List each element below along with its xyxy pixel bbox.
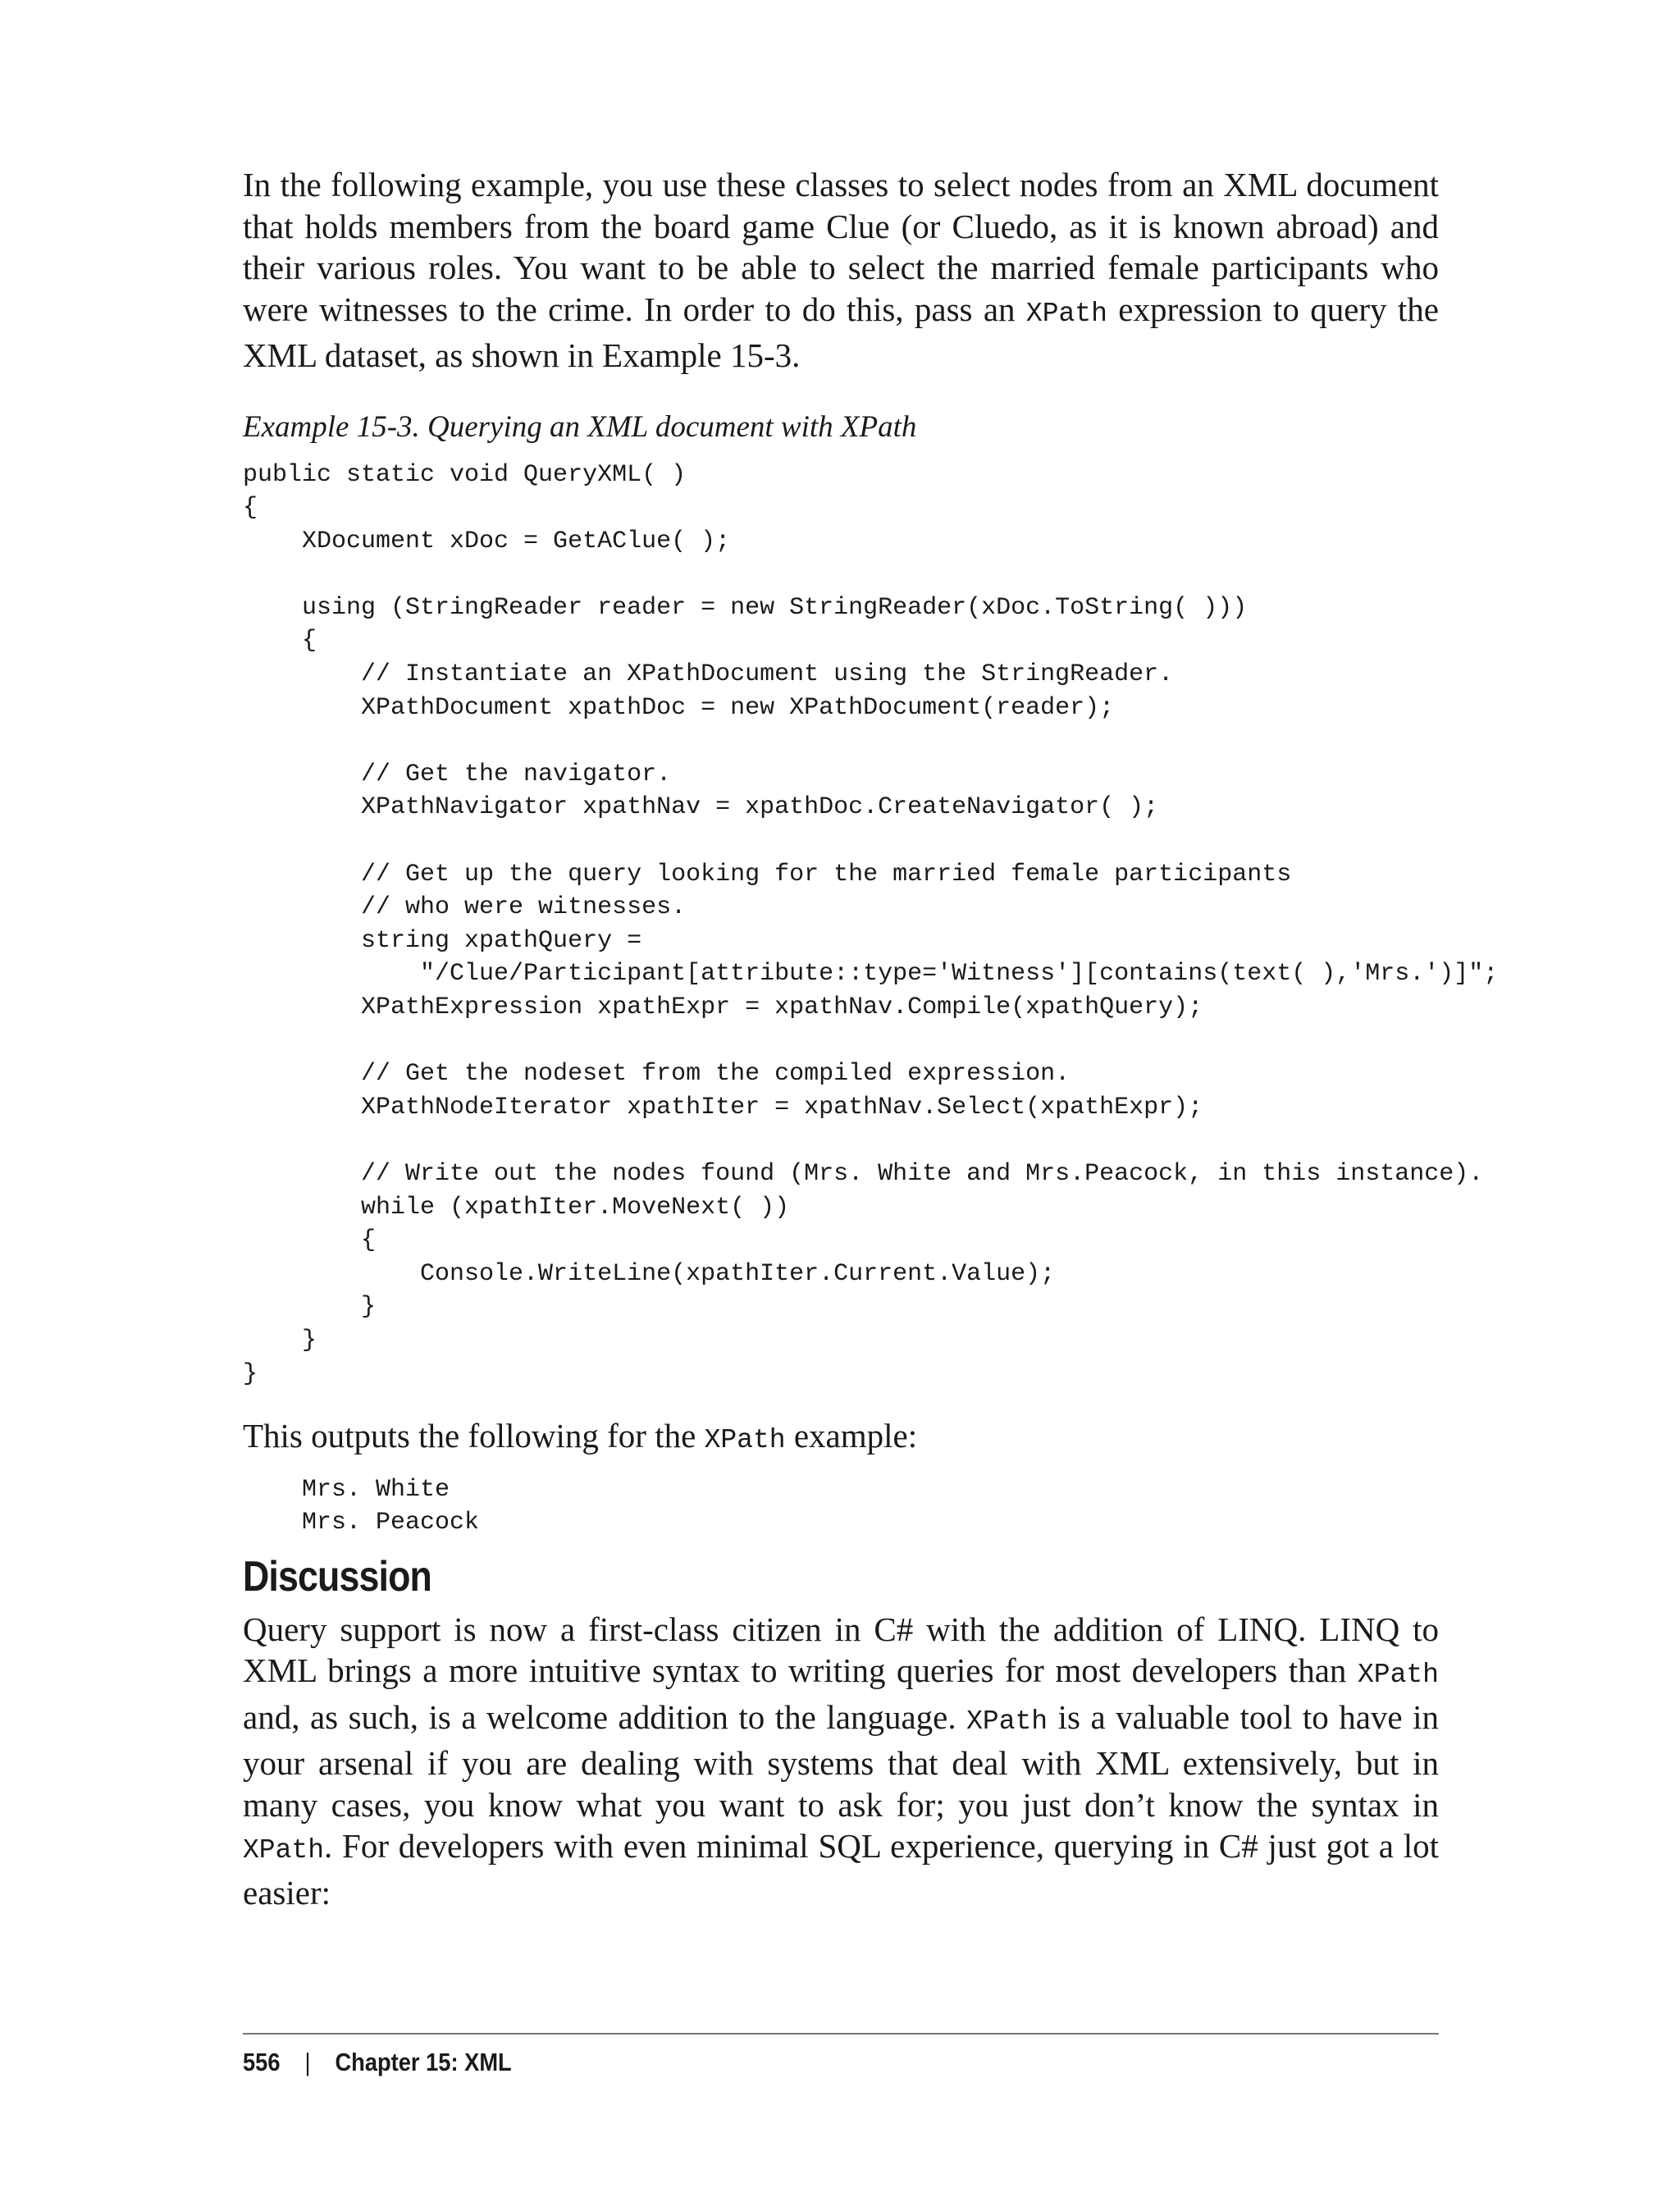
output-text-a: This outputs the following for the xyxy=(243,1417,705,1455)
example-code-block: public static void QueryXML( ) { XDocument xDoc = GetAClue( ); using (StringReader reader = new StringReader(xDoc.ToString( ))) { // Instantiate an XPathDocument using the StringReader. XPathDocument xpathDoc = new XPathDocument(reader); // Get the navigator. XPathNavigator xpathNav = xpathDoc.CreateNavigator( ); // Get up the query looking for the married female participants // who were witnesses. string xpathQuery = "/Clue/Participant[attribute::type='Witness'][contains(text( ),'Mrs.')]"; XPathExpression xpathExpr = xpathNav.Compile(xpathQuery); // Get the nodeset from the compiled expression. XPathNodeIterator xpathIter = xpathNav.Select(xpathExpr); // Write out the nodes found (Mrs. White and Mrs.Peacock, in this instance). while (xpathIter.MoveNext( )) { Console.WriteLine(xpathIter.Current.Value); } } } xyxy=(243,460,1499,1388)
chapter-title: Chapter 15: XML xyxy=(335,2048,512,2076)
output-intro-paragraph xyxy=(243,1415,1439,1462)
discussion-xpath-code-2: XPath xyxy=(966,1706,1048,1737)
output-code-block: Mrs. White Mrs. Peacock xyxy=(302,1475,480,1537)
intro-xpath-code: XPath xyxy=(1025,298,1107,329)
discussion-xpath-code-3: XPath xyxy=(243,1835,325,1866)
page-body xyxy=(243,164,1499,1913)
output-text-b: example: xyxy=(785,1417,918,1455)
discussion-heading: Discussion xyxy=(243,1552,431,1601)
page-footer xyxy=(243,2033,1439,2079)
discussion-text-d: . For developers with even minimal SQL experience, querying in C# just got a lot easier: xyxy=(243,1827,1439,1911)
discussion-paragraph xyxy=(243,1609,1439,1914)
intro-text-a: In the following example, you use these classes to select nodes from an XML document that holds members from the board game Clue (or Cluedo, as it is known abroad) and their various roles. You want to be able to select the married female participants who were witnesses to the crime. In order to do this, pass an xyxy=(243,166,1439,328)
footer-text xyxy=(243,2046,1295,2079)
discussion-xpath-code-1: XPath xyxy=(1357,1660,1439,1691)
output-xpath-code: XPath xyxy=(704,1425,786,1456)
discussion-text-c: is a valuable tool to have in your arsenal if you are dealing with systems that deal with XML extensively, but in many cases, you know what you want to ask for; you just don’t know the syntax in xyxy=(243,1697,1439,1824)
page-number: 556 xyxy=(243,2048,281,2076)
discussion-text-b: and, as such, is a welcome addition to the language. xyxy=(243,1697,967,1736)
footer-separator: | xyxy=(304,2048,311,2076)
intro-text-b: expression to query the XML dataset, as shown in Example 15-3. xyxy=(243,290,1439,374)
intro-paragraph xyxy=(243,164,1439,377)
discussion-text-a: Query support is now a first-class citizen in C# with the addition of LINQ. LINQ to XML brings a more intuitive syntax to writing queries for most developers than xyxy=(243,1610,1439,1690)
example-caption: Example 15-3. Querying an XML document with XPath xyxy=(243,409,917,444)
